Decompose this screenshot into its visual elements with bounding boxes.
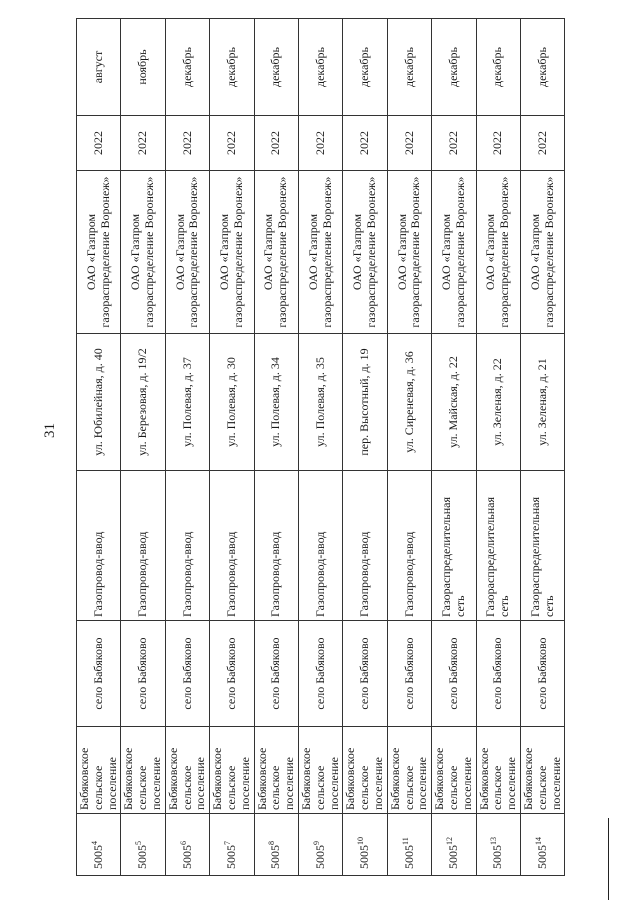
owner-cell-text: ОАО «Газпром газораспределение Воронеж» — [83, 176, 112, 328]
address-cell-text: ул. Полевая, д. 30 — [223, 357, 238, 447]
year-cell-text: 2022 — [357, 131, 372, 155]
row-code — [210, 814, 254, 876]
owner-cell — [121, 171, 165, 334]
address-cell — [432, 334, 476, 471]
year-cell — [520, 116, 564, 171]
locality-cell-text: село Бабяково — [90, 637, 105, 710]
year-cell — [254, 116, 298, 171]
object-cell — [387, 471, 431, 621]
table-row — [165, 19, 209, 876]
locality-cell — [254, 621, 298, 727]
settlement-cell — [210, 727, 254, 814]
month-cell-text: декабрь — [223, 47, 238, 87]
settlement-cell-text: Бабяковское сельское поселение — [432, 747, 474, 810]
table-row — [298, 19, 342, 876]
row-code — [121, 814, 165, 876]
address-cell — [520, 334, 564, 471]
table-row — [520, 19, 564, 876]
year-cell — [121, 116, 165, 171]
year-cell-text: 2022 — [268, 131, 283, 155]
row-code-text: 5005 — [534, 845, 549, 869]
footnote-rule — [608, 818, 609, 900]
row-code-superscript: 9 — [311, 841, 321, 845]
settlement-cell — [432, 727, 476, 814]
year-cell — [387, 116, 431, 171]
year-cell-text: 2022 — [135, 131, 150, 155]
object-cell — [254, 471, 298, 621]
settlement-cell-text: Бабяковское сельское поселение — [343, 747, 385, 810]
row-code-text: 5005 — [135, 845, 150, 869]
object-cell-text: Газораспределительная сеть — [439, 496, 467, 617]
month-cell — [121, 19, 165, 116]
settlement-cell-text: Бабяковское сельское поселение — [165, 747, 208, 810]
year-cell-text: 2022 — [401, 131, 416, 155]
year-cell — [432, 116, 476, 171]
owner-cell — [77, 171, 121, 334]
settlement-cell-text: Бабяковское сельское поселение — [520, 747, 563, 810]
settlement-cell-text: Бабяковское сельское поселение — [476, 747, 519, 810]
row-code-text: 5005 — [357, 845, 372, 869]
owner-cell — [254, 171, 298, 334]
row-code — [77, 814, 121, 876]
address-cell-text: ул. Полевая, д. 34 — [268, 357, 283, 447]
object-cell — [165, 471, 209, 621]
row-code-superscript: 14 — [533, 837, 543, 845]
year-cell — [298, 116, 342, 171]
owner-cell — [476, 171, 520, 334]
year-cell — [210, 116, 254, 171]
row-code-superscript: 4 — [89, 841, 99, 845]
row-code-text: 5005 — [268, 845, 283, 869]
year-cell-text: 2022 — [179, 131, 194, 155]
address-cell — [210, 334, 254, 471]
address-cell-text: ул. Зеленая, д. 22 — [490, 358, 505, 446]
object-cell-text: Газопровод-ввод — [179, 531, 194, 617]
settlement-cell-text: Бабяковское сельское поселение — [210, 747, 252, 810]
month-cell — [298, 19, 342, 116]
row-code — [298, 814, 342, 876]
row-code — [520, 814, 564, 876]
address-cell — [387, 334, 431, 471]
settlement-cell — [476, 727, 520, 814]
address-cell — [165, 334, 209, 471]
locality-cell — [476, 621, 520, 727]
month-cell-text: декабрь — [534, 47, 549, 87]
locality-cell-text: село Бабяково — [223, 637, 238, 710]
table-body — [77, 19, 565, 876]
month-cell-text: декабрь — [312, 47, 327, 87]
object-cell-text: Газопровод-ввод — [312, 531, 327, 617]
object-cell-text: Газопровод-ввод — [401, 531, 416, 617]
table-row — [210, 19, 254, 876]
locality-cell-text: село Бабяково — [401, 637, 416, 710]
settlement-cell — [254, 727, 298, 814]
locality-cell — [432, 621, 476, 727]
row-code-text: 5005 — [90, 845, 105, 869]
address-cell-text: пер. Высотный, д. 19 — [357, 348, 372, 456]
owner-cell — [165, 171, 209, 334]
month-cell — [520, 19, 564, 116]
owner-cell-text: ОАО «Газпром газораспределение Воронеж» — [350, 176, 379, 328]
gas-objects-table — [76, 18, 565, 876]
owner-cell-text: ОАО «Газпром газораспределение Воронеж» — [527, 176, 556, 328]
row-code-text: 5005 — [401, 845, 416, 869]
address-cell-text: ул. Сиреневая, д. 36 — [401, 351, 416, 453]
locality-cell — [298, 621, 342, 727]
month-cell-text: декабрь — [357, 47, 372, 87]
table-row — [387, 19, 431, 876]
table-row — [121, 19, 165, 876]
month-cell-text: декабрь — [268, 47, 283, 87]
locality-cell — [165, 621, 209, 727]
row-code — [476, 814, 520, 876]
owner-cell-text: ОАО «Газпром газораспределение Воронеж» — [305, 176, 334, 328]
table-row — [254, 19, 298, 876]
row-code — [387, 814, 431, 876]
page-number: 31 — [42, 423, 58, 438]
settlement-cell-text: Бабяковское сельское поселение — [121, 747, 163, 810]
table-row — [343, 19, 387, 876]
settlement-cell — [298, 727, 342, 814]
year-cell — [77, 116, 121, 171]
object-cell — [77, 471, 121, 621]
owner-cell-text: ОАО «Газпром газораспределение Воронеж» — [261, 176, 290, 328]
locality-cell-text: село Бабяково — [179, 637, 194, 710]
owner-cell-text: ОАО «Газпром газораспределение Воронеж» — [439, 176, 467, 328]
locality-cell-text: село Бабяково — [534, 637, 549, 710]
address-cell-text: ул. Юбилейная, д. 40 — [90, 348, 105, 456]
settlement-cell — [121, 727, 165, 814]
year-cell-text: 2022 — [534, 131, 549, 155]
row-code — [254, 814, 298, 876]
object-cell-text: Газопровод-ввод — [90, 531, 105, 617]
owner-cell-text: ОАО «Газпром газораспределение Воронеж» — [394, 176, 423, 328]
settlement-cell — [520, 727, 564, 814]
locality-cell-text: село Бабяково — [135, 637, 150, 710]
locality-cell-text: село Бабяково — [490, 637, 505, 710]
object-cell — [520, 471, 564, 621]
month-cell — [476, 19, 520, 116]
address-cell — [343, 334, 387, 471]
row-code-text: 5005 — [312, 845, 327, 869]
object-cell-text: Газопровод-ввод — [223, 531, 238, 617]
year-cell-text: 2022 — [90, 131, 105, 155]
locality-cell — [121, 621, 165, 727]
row-code-superscript: 13 — [489, 837, 499, 845]
month-cell — [210, 19, 254, 116]
object-cell — [121, 471, 165, 621]
owner-cell-text: ОАО «Газпром газораспределение Воронеж» — [128, 176, 157, 328]
owner-cell-text: ОАО «Газпром газораспределение Воронеж» — [483, 176, 512, 328]
settlement-cell-text: Бабяковское сельское поселение — [254, 747, 297, 810]
locality-cell-text: село Бабяково — [357, 637, 372, 710]
month-cell — [387, 19, 431, 116]
row-code-superscript: 11 — [400, 837, 410, 845]
settlement-cell — [77, 727, 121, 814]
month-cell-text: декабрь — [445, 47, 460, 87]
locality-cell — [387, 621, 431, 727]
row-code-superscript: 8 — [267, 841, 277, 845]
locality-cell — [77, 621, 121, 727]
object-cell-text: Газораспределительная сеть — [527, 496, 556, 617]
address-cell — [298, 334, 342, 471]
owner-cell — [343, 171, 387, 334]
month-cell-text: декабрь — [490, 47, 505, 87]
row-code-superscript: 10 — [356, 837, 366, 845]
month-cell-text: декабрь — [179, 47, 194, 87]
year-cell — [165, 116, 209, 171]
row-code-superscript: 12 — [444, 837, 454, 845]
settlement-cell — [387, 727, 431, 814]
month-cell-text: ноябрь — [135, 49, 150, 85]
month-cell — [165, 19, 209, 116]
month-cell — [343, 19, 387, 116]
settlement-cell-text: Бабяковское сельское поселение — [77, 747, 119, 810]
month-cell — [77, 19, 121, 116]
month-cell — [432, 19, 476, 116]
row-code-superscript: 7 — [222, 841, 232, 845]
row-code-text: 5005 — [445, 845, 460, 869]
owner-cell-text: ОАО «Газпром газораспределение Воронеж» — [217, 176, 245, 328]
year-cell — [476, 116, 520, 171]
year-cell-text: 2022 — [445, 131, 460, 155]
owner-cell — [298, 171, 342, 334]
address-cell — [254, 334, 298, 471]
year-cell-text: 2022 — [223, 131, 238, 155]
row-code — [432, 814, 476, 876]
settlement-cell — [343, 727, 387, 814]
month-cell-text: декабрь — [401, 47, 416, 87]
address-cell-text: ул. Полевая, д. 37 — [179, 357, 194, 447]
object-cell — [343, 471, 387, 621]
object-cell-text: Газораспределительная сеть — [483, 496, 512, 617]
address-cell-text: ул. Майская, д. 22 — [445, 356, 460, 448]
address-cell — [77, 334, 121, 471]
object-cell-text: Газопровод-ввод — [268, 531, 283, 617]
row-code-text: 5005 — [223, 845, 238, 869]
locality-cell-text: село Бабяково — [268, 637, 283, 710]
owner-cell — [387, 171, 431, 334]
table-row — [432, 19, 476, 876]
locality-cell — [210, 621, 254, 727]
row-code — [165, 814, 209, 876]
owner-cell — [210, 171, 254, 334]
address-cell-text: ул. Зеленая, д. 21 — [534, 358, 549, 446]
address-cell — [476, 334, 520, 471]
locality-cell — [343, 621, 387, 727]
year-cell-text: 2022 — [490, 131, 505, 155]
object-cell-text: Газопровод-ввод — [357, 531, 372, 617]
settlement-cell — [165, 727, 209, 814]
locality-cell-text: село Бабяково — [312, 637, 327, 710]
object-cell — [432, 471, 476, 621]
object-cell — [476, 471, 520, 621]
object-cell — [210, 471, 254, 621]
locality-cell-text: село Бабяково — [445, 637, 460, 710]
address-cell-text: ул. Полевая, д. 35 — [312, 357, 327, 447]
address-cell — [121, 334, 165, 471]
settlement-cell-text: Бабяковское сельское поселение — [298, 747, 341, 810]
row-code-text: 5005 — [179, 845, 194, 869]
object-cell-text: Газопровод-ввод — [135, 531, 150, 617]
year-cell-text: 2022 — [312, 131, 327, 155]
owner-cell-text: ОАО «Газпром газораспределение Воронеж» — [172, 176, 201, 328]
owner-cell — [432, 171, 476, 334]
owner-cell — [520, 171, 564, 334]
month-cell — [254, 19, 298, 116]
table-row — [77, 19, 121, 876]
settlement-cell-text: Бабяковское сельское поселение — [387, 747, 430, 810]
row-code — [343, 814, 387, 876]
object-cell — [298, 471, 342, 621]
address-cell-text: ул. Березовая, д. 19/2 — [135, 348, 150, 456]
row-code-superscript: 5 — [134, 841, 144, 845]
year-cell — [343, 116, 387, 171]
row-code-superscript: 6 — [178, 841, 188, 845]
table-row — [476, 19, 520, 876]
locality-cell — [520, 621, 564, 727]
document-table-container — [76, 19, 563, 876]
month-cell-text: август — [90, 50, 105, 84]
row-code-text: 5005 — [490, 845, 505, 869]
